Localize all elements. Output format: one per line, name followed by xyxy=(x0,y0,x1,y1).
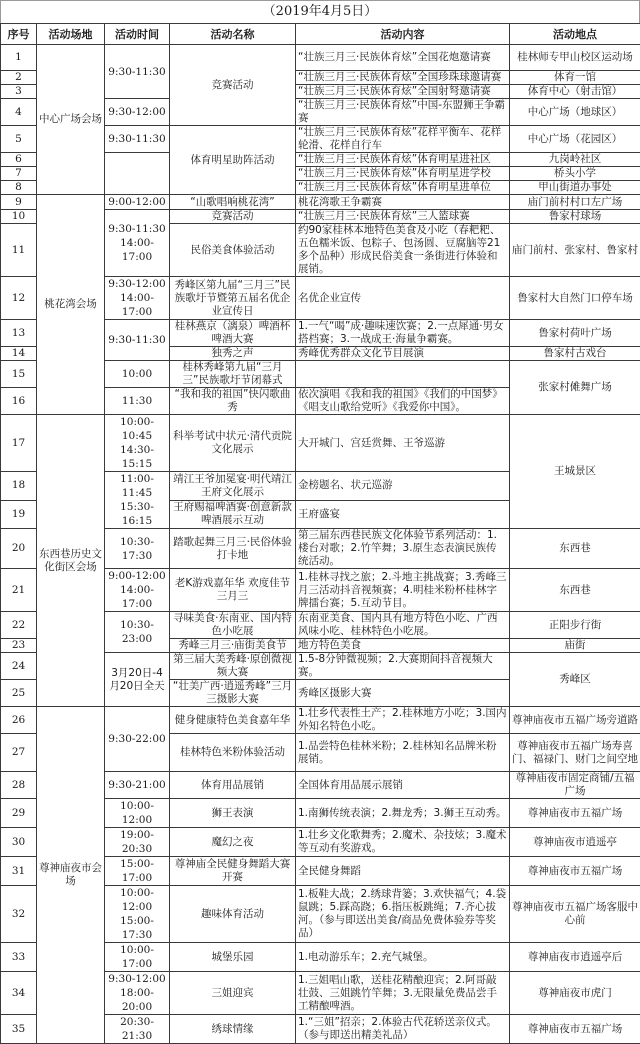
activity-name-cell: 绣球情缘 xyxy=(170,1015,296,1044)
header-activity-content: 活动内容 xyxy=(296,24,510,45)
row-index: 26 xyxy=(1,707,37,734)
activity-name-cell: 老K游戏嘉年华 欢度佳节三月三 xyxy=(170,569,296,612)
time-cell: 15:00-17:00 xyxy=(105,857,170,886)
activity-content-cell: “壮族三月三·民族体育炫”中国-东盟狮王争霸赛 xyxy=(296,99,510,126)
time-cell: 10:00-12:00 xyxy=(105,799,170,828)
row-index: 30 xyxy=(1,828,37,857)
time-cell: 3月20日-4月20日全天 xyxy=(105,653,170,707)
activity-content-cell: “壮族三月三·民族体育炫”三人篮球赛 xyxy=(296,210,510,224)
table-header-row xyxy=(1,24,640,45)
time-cell: 9:30-11:30 xyxy=(105,320,170,361)
row-index: 3 xyxy=(1,85,37,99)
activity-content-cell: 1.桂林寻找之旅；2.斗地主挑战赛；3.秀峰三月三活动抖音视频赛；4.明桂米粉杯桂林字牌擂台赛；5.互动节目。 xyxy=(296,569,510,612)
row-index: 27 xyxy=(1,734,37,772)
location-cell: 东西巷 xyxy=(510,569,640,612)
activity-content-cell: 大开城门、宫廷赏舞、王爷巡游 xyxy=(296,415,510,472)
time-cell: 10:30-17:30 xyxy=(105,529,170,569)
row-index: 21 xyxy=(1,569,37,612)
activity-name-cell: 独秀之声 xyxy=(170,347,296,361)
activity-content-cell: “壮族三月三·民族体育炫”全国射弩邀请赛 xyxy=(296,85,510,99)
venue-cell: 中心广场会场 xyxy=(37,45,105,195)
row-index: 14 xyxy=(1,347,37,361)
time-cell: 9:30-12:00 18:00-20:00 xyxy=(105,972,170,1015)
table-row xyxy=(1,707,640,734)
time-cell: 11:00-11:45 15:30-16:15 xyxy=(105,472,170,529)
time-cell: 9:30-12:00 14:00-17:00 xyxy=(105,277,170,320)
row-index: 23 xyxy=(1,639,37,653)
activity-content-cell: “壮族三月三·民族体育炫”体育明星进社区 xyxy=(296,153,510,167)
location-cell: 甲山街道办事处 xyxy=(510,181,640,195)
time-cell: 9:00-12:00 14:00-17:00 xyxy=(105,569,170,612)
location-cell: 鲁家村荷叶广场 xyxy=(510,320,640,347)
activity-name-cell: 踏歌起舞三月三·民俗体验打卡地 xyxy=(170,529,296,569)
header-index: 序号 xyxy=(1,24,37,45)
activity-name-cell: 竞赛活动 xyxy=(170,210,296,224)
row-index: 34 xyxy=(1,972,37,1015)
header-time: 活动时间 xyxy=(105,24,170,45)
time-cell: 20:30-21:30 xyxy=(105,1015,170,1044)
activity-content-cell: 全国体育用品展示展销 xyxy=(296,772,510,799)
time-cell: 10:00-17:00 xyxy=(105,943,170,972)
location-cell: 秀峰区 xyxy=(510,653,640,707)
activity-name-cell: “壮美广西·逍遥秀峰”三月三摄影大赛 xyxy=(170,680,296,707)
row-index: 4 xyxy=(1,99,37,126)
activity-content-cell: 第三届东西巷民族文化体验节系列活动：1.楼台对歌；2.竹竿舞；3.原生态表演民族传统活动。 xyxy=(296,529,510,569)
location-cell: 庙门前村、张家村、鲁家村 xyxy=(510,224,640,277)
activity-content-cell: 1.5-8分钟微视频；2.大赛期间抖音视频大赛。 xyxy=(296,653,510,680)
activity-name-cell: 狮王表演 xyxy=(170,799,296,828)
activity-name-cell: 靖江王爷加冕宴·明代靖江王府文化展示 xyxy=(170,472,296,501)
location-cell: 尊神庙夜市逍遥亭后 xyxy=(510,943,640,972)
row-index: 7 xyxy=(1,167,37,181)
activity-content-cell: “壮族三月三·民族体育炫”全国花炮邀请赛 xyxy=(296,45,510,71)
venue-cell: 东西巷历史文化街区会场 xyxy=(37,415,105,707)
time-cell: 11:30 xyxy=(105,388,170,415)
row-index: 28 xyxy=(1,772,37,799)
time-cell: 19:00-20:30 xyxy=(105,828,170,857)
row-index: 20 xyxy=(1,529,37,569)
location-cell: 中心广场（地球区） xyxy=(510,99,640,126)
activity-content-cell: “壮族三月三·民族体育炫”体育明星进单位 xyxy=(296,181,510,195)
time-cell: 9:30-11:30 xyxy=(105,126,170,153)
location-cell: 九岗岭社区 xyxy=(510,153,640,167)
location-cell: 东西巷 xyxy=(510,529,640,569)
location-cell: 中心广场（花园区） xyxy=(510,126,640,153)
time-cell: 9:30-12:00 xyxy=(105,99,170,126)
time-cell-empty xyxy=(105,153,170,195)
row-index: 13 xyxy=(1,320,37,347)
location-cell: 张家村傩舞广场 xyxy=(510,361,640,415)
row-index: 17 xyxy=(1,415,37,472)
time-cell: 10:00 xyxy=(105,361,170,388)
activity-name-cell: “我和我的祖国”快闪歌曲秀 xyxy=(170,388,296,415)
activity-name-cell: 魔幻之夜 xyxy=(170,828,296,857)
activity-content-cell: 地方特色美食 xyxy=(296,639,510,653)
row-index: 1 xyxy=(1,45,37,71)
activity-name-cell: 尊神庙全民健身舞蹈大赛开赛 xyxy=(170,857,296,886)
activity-name-cell: 城堡乐园 xyxy=(170,943,296,972)
row-index: 24 xyxy=(1,653,37,680)
activity-name-cell: 桂林特色米粉体验活动 xyxy=(170,734,296,772)
table-row xyxy=(1,45,640,71)
location-cell: 尊神庙夜市虎门 xyxy=(510,972,640,1015)
row-index: 5 xyxy=(1,126,37,153)
activity-content-cell: “壮族三月三·民族体育炫”体育明星进学校 xyxy=(296,167,510,181)
location-cell: 尊神庙夜市五福广场客服中心前 xyxy=(510,886,640,943)
location-cell: 桥头小学 xyxy=(510,167,640,181)
row-index: 10 xyxy=(1,210,37,224)
row-index: 9 xyxy=(1,195,37,210)
time-cell: 9:00-12:00 xyxy=(105,195,170,210)
activity-name-cell: 寻味美食·东南亚、国内特色小吃展 xyxy=(170,612,296,639)
activity-name-cell: 竞赛活动 xyxy=(170,45,296,126)
time-cell: 10:30-23:00 xyxy=(105,612,170,653)
activity-name-cell: 第三届大美秀峰·原创微视频大赛 xyxy=(170,653,296,680)
activity-name-cell: 体育用品展销 xyxy=(170,772,296,799)
document-date-title: （2019年4月5日） xyxy=(0,0,640,23)
activity-content-cell: 1.板鞋大战；2.绣球背篓；3.欢快福气；4.袋鼠跳；5.踩高跷；6.指压板跳绳；7.齐心拔河。（参与即送出美食/商品免费体验券等奖品） xyxy=(296,886,510,943)
activity-name-cell: 科举考试中状元·清代贡院文化展示 xyxy=(170,415,296,472)
activity-content-cell xyxy=(296,361,510,388)
time-cell: 9:30-11:30 xyxy=(105,45,170,99)
activity-content-cell: 王府盛宴 xyxy=(296,500,510,529)
row-index: 29 xyxy=(1,799,37,828)
location-cell: 鲁家村古戏台 xyxy=(510,347,640,361)
location-cell: 鲁家村大自然门口停车场 xyxy=(510,277,640,320)
activity-name-cell: 桂林秀峰第九届“三月三”民族歌圩节闭幕式 xyxy=(170,361,296,388)
activity-content-cell: “壮族三月三·民族体育炫”花样平衡车、花样轮滑、花样自行车 xyxy=(296,126,510,153)
location-cell: 体育一馆 xyxy=(510,71,640,85)
activity-name-cell: 趣味体育活动 xyxy=(170,886,296,943)
location-cell: 鲁家村球场 xyxy=(510,210,640,224)
location-cell: 正阳步行街 xyxy=(510,612,640,639)
activity-content-cell: 1.三姐唱山歌，送桂花精酿迎宾；2.阿哥敲壮鼓、三姐跳竹竿舞；3.无限量免费品尝手工精酿啤酒。 xyxy=(296,972,510,1015)
activity-content-cell: 全民健身舞蹈 xyxy=(296,857,510,886)
venue-cell: 桃花湾会场 xyxy=(37,195,105,415)
row-index: 31 xyxy=(1,857,37,886)
activity-content-cell: 1.壮乡文化歌舞秀；2.魔术、杂技炫；3.魔术等互动有奖游戏。 xyxy=(296,828,510,857)
activity-content-cell: 依次演唱《我和我的祖国》《我们的中国梦》《唱支山歌给党听》《我爱你中国》。 xyxy=(296,388,510,415)
row-index: 15 xyxy=(1,361,37,388)
activity-content-cell: 1.一气“喝”成·趣味速饮赛；2.一点犀通·男女搭档赛；3.一战成王·海量争霸赛。 xyxy=(296,320,510,347)
location-cell: 尊神庙夜市五福广场旁道路 xyxy=(510,707,640,734)
location-cell: 尊神庙夜市固定商铺/五福广场 xyxy=(510,772,640,799)
activity-schedule-table xyxy=(0,23,640,1044)
activity-content-cell: 桃花湾歌王争霸赛 xyxy=(296,195,510,210)
row-index: 2 xyxy=(1,71,37,85)
header-location: 活动地点 xyxy=(510,24,640,45)
table-row xyxy=(1,415,640,472)
activity-name-cell: 健身健康特色美食嘉年华 xyxy=(170,707,296,734)
activity-name-cell: “山歌唱响桃花湾” xyxy=(170,195,296,210)
activity-name-cell: 桂林燕京（漓泉）啤酒杯啤酒大赛 xyxy=(170,320,296,347)
row-index: 25 xyxy=(1,680,37,707)
location-cell: 王城景区 xyxy=(510,415,640,529)
activity-content-cell: 1.电动游乐车；2.充气城堡。 xyxy=(296,943,510,972)
activity-content-cell: “壮族三月三·民族体育炫”全国珍珠球邀请赛 xyxy=(296,71,510,85)
activity-content-cell: 秀峰区摄影大赛 xyxy=(296,680,510,707)
activity-content-cell: 东南亚美食、国内具有地方特色小吃、广西风味小吃、桂林特色小吃展。 xyxy=(296,612,510,639)
activity-content-cell: 秀峰优秀群众文化节目展演 xyxy=(296,347,510,361)
time-cell: 9:30-11:30 14:00-17:00 xyxy=(105,210,170,277)
activity-name-cell: 秀峰三月三·庙街美食节 xyxy=(170,639,296,653)
row-index: 19 xyxy=(1,500,37,529)
activity-name-cell: 秀峰区第九届“三月三”民族歌圩节暨第五届名优企业宣传日 xyxy=(170,277,296,320)
row-index: 8 xyxy=(1,181,37,195)
location-cell: 尊神庙夜市五福广场 xyxy=(510,1015,640,1044)
activity-content-cell: 1.壮乡代表性土产；2.桂林地方小吃；3.国内外知名特色小吃。 xyxy=(296,707,510,734)
activity-name-cell: 王府赐福啤酒赛·创意新款啤酒展示互动 xyxy=(170,500,296,529)
location-cell: 体育中心（射击馆） xyxy=(510,85,640,99)
row-index: 11 xyxy=(1,224,37,277)
time-cell: 10:00-12:00 15:00-17:30 xyxy=(105,886,170,943)
row-index: 18 xyxy=(1,472,37,501)
row-index: 22 xyxy=(1,612,37,639)
row-index: 6 xyxy=(1,153,37,167)
activity-content-cell: 名优企业宣传 xyxy=(296,277,510,320)
row-index: 12 xyxy=(1,277,37,320)
activity-name-cell: 民俗美食体验活动 xyxy=(170,224,296,277)
time-cell: 9:30-22:00 xyxy=(105,707,170,772)
row-index: 16 xyxy=(1,388,37,415)
table-row xyxy=(1,195,640,210)
activity-name-cell: 体育明星助阵活动 xyxy=(170,126,296,195)
header-venue: 活动场地 xyxy=(37,24,105,45)
row-index: 35 xyxy=(1,1015,37,1044)
time-cell: 10:00-10:45 14:30-15:15 xyxy=(105,415,170,472)
venue-cell: 尊神庙夜市会场 xyxy=(37,707,105,1044)
location-cell: 桂林师专甲山校区运动场 xyxy=(510,45,640,71)
activity-name-cell: 三姐迎宾 xyxy=(170,972,296,1015)
activity-content-cell: 金榜题名、状元巡游 xyxy=(296,472,510,501)
location-cell: 庙门前村村口左广场 xyxy=(510,195,640,210)
location-cell: 尊神庙夜市五福广场寿喜门、福禄门、财门之间空地 xyxy=(510,734,640,772)
activity-content-cell: 约90家桂林本地特色美食及小吃（春粑粑、五色糯米饭、包粽子、包汤圆、豆腐脑等21多个品种）形成民俗美食一条街进行体验和展销。 xyxy=(296,224,510,277)
activity-content-cell: 1.南狮传统表演；2.舞龙秀；3.狮王互动秀。 xyxy=(296,799,510,828)
location-cell: 庙街 xyxy=(510,639,640,653)
location-cell: 尊神庙夜市五福广场 xyxy=(510,799,640,828)
activity-content-cell: 1.“三姐”招亲；2.体验古代花轿送亲仪式。（参与即送出精美礼品） xyxy=(296,1015,510,1044)
row-index: 33 xyxy=(1,943,37,972)
header-activity-name: 活动名称 xyxy=(170,24,296,45)
row-index: 32 xyxy=(1,886,37,943)
location-cell: 尊神庙夜市逍遥亭 xyxy=(510,828,640,857)
time-cell: 9:30-21:00 xyxy=(105,772,170,799)
activity-content-cell: 1.品尝特色桂林米粉；2.桂林知名品牌米粉展销。 xyxy=(296,734,510,772)
location-cell: 尊神庙夜市五福广场 xyxy=(510,857,640,886)
